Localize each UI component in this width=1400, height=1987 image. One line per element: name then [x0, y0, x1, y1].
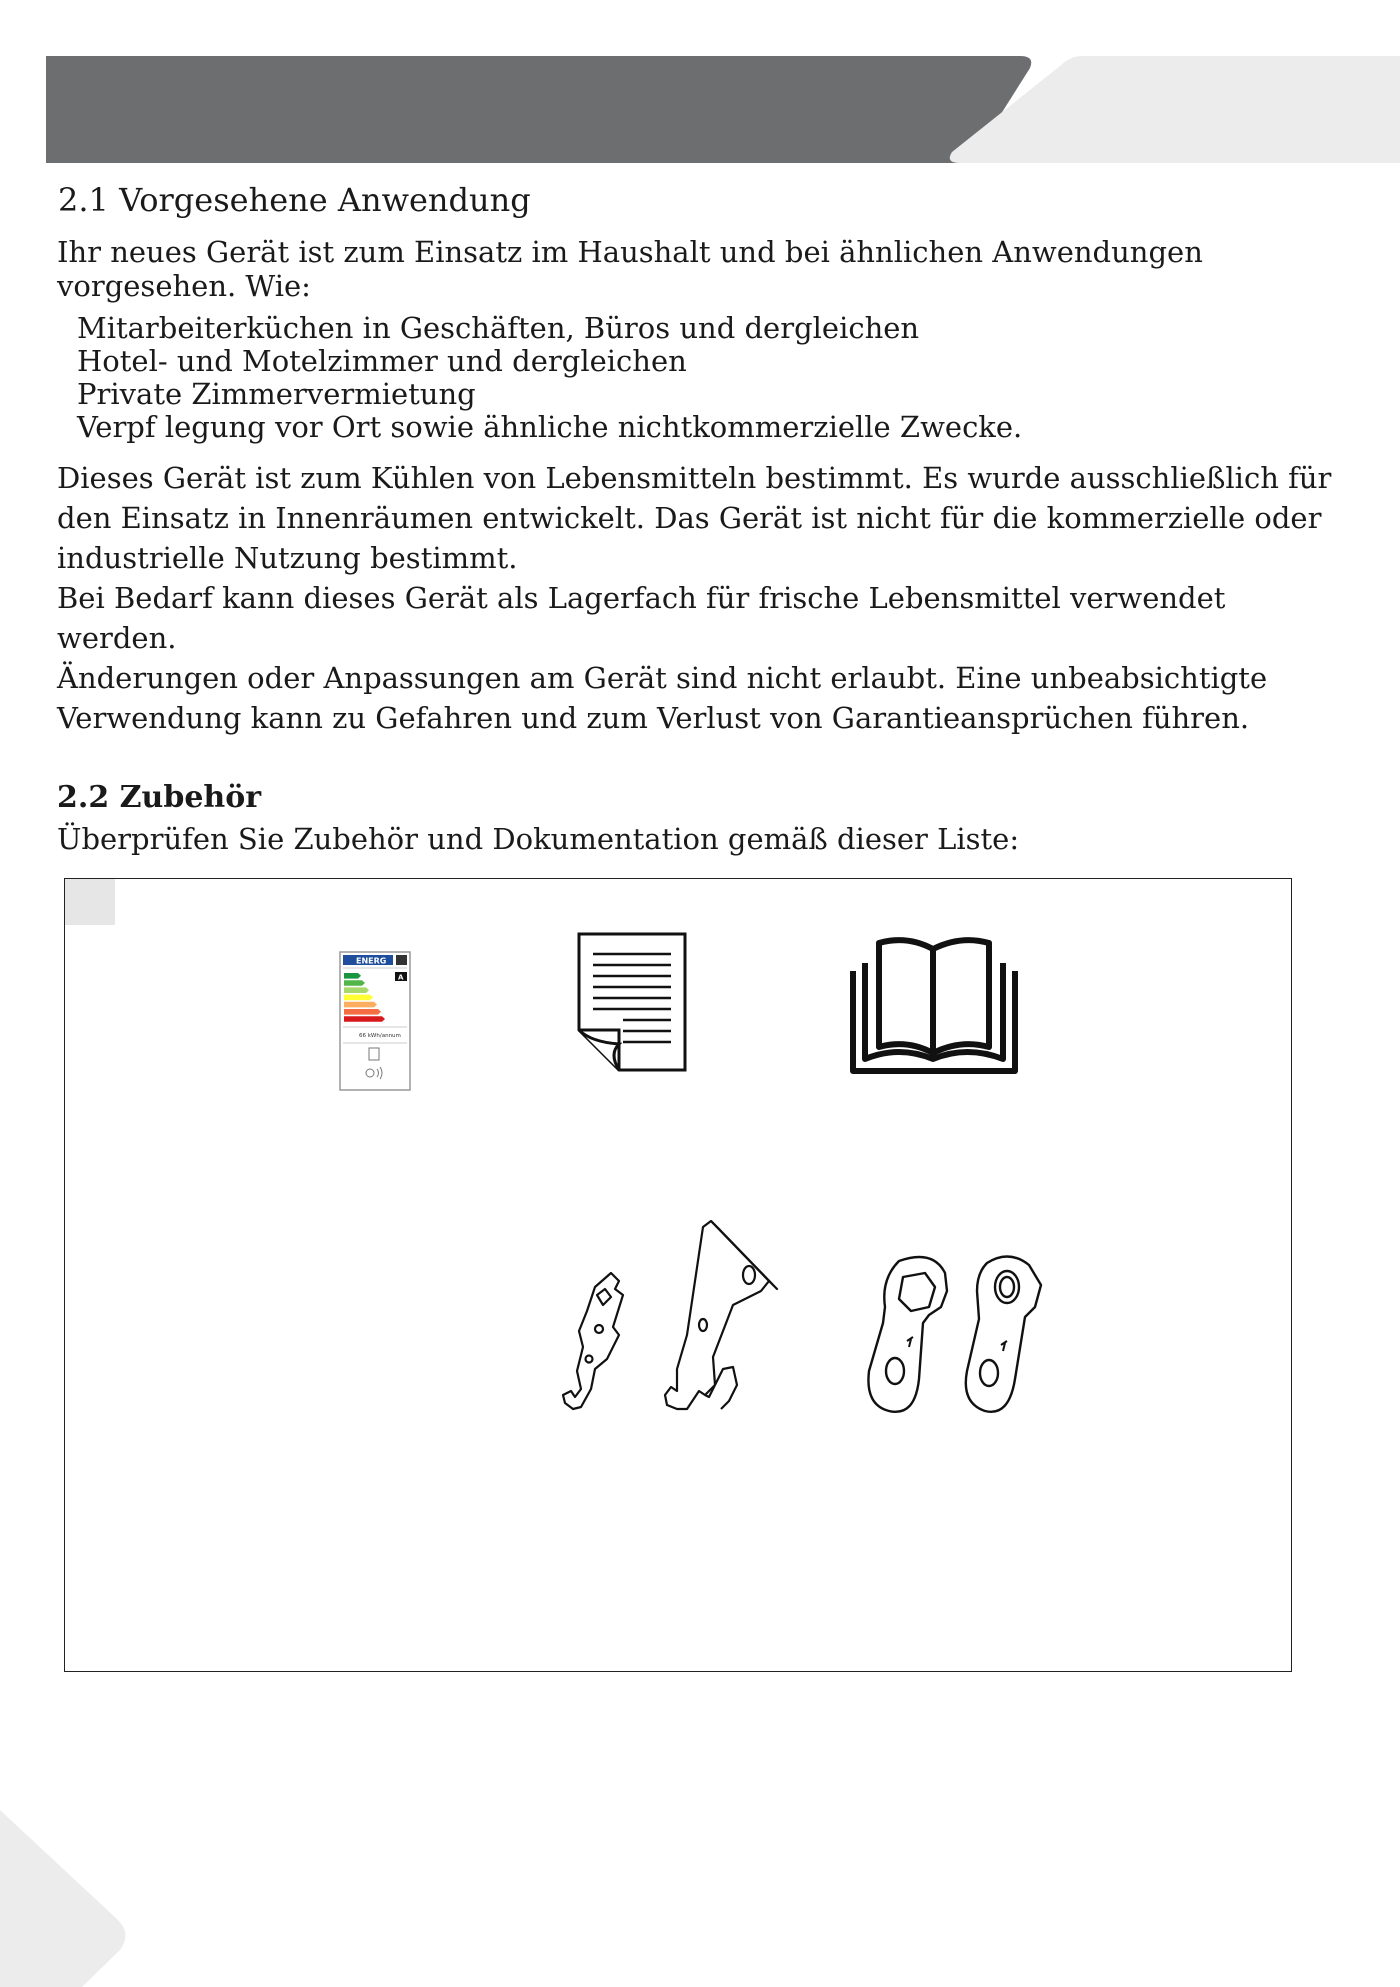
document-sheet-icon — [577, 932, 689, 1074]
body-line: industrielle Nutzung bestimmt. — [57, 541, 518, 575]
page-header-band — [0, 0, 1400, 170]
body-line: Dieses Gerät ist zum Kühlen von Lebensmitteln bestimmt. Es wurde ausschließlich für — [57, 461, 1332, 495]
accessories-box-tab — [65, 879, 115, 925]
list-item: Private Zimmervermietung — [77, 377, 476, 411]
list-item: Hotel- und Motelzimmer und dergleichen — [77, 344, 687, 378]
manual-book-icon — [849, 935, 1019, 1077]
list-item: Mitarbeiterküchen in Geschäften, Büros und dergleichen — [77, 311, 920, 345]
energy-class-bar — [344, 1016, 385, 1022]
body-line: Verwendung kann zu Gefahren und zum Verlust von Garantieansprüchen führen. — [57, 701, 1250, 735]
intro-line: Ihr neues Gerät ist zum Einsatz im Haushalt und bei ähnlichen Anwendungen — [57, 235, 1203, 269]
intro-paragraph — [57, 235, 1203, 303]
accessories-intro: Überprüfen Sie Zubehör und Dokumentation gemäß dieser Liste: — [57, 822, 1020, 856]
body-line: werden. — [57, 621, 177, 655]
intro-line: vorgesehen. Wie: — [57, 269, 311, 303]
list-item: Verpf legung vor Ort sowie ähnliche nichtkommerzielle Zwecke. — [77, 410, 1023, 444]
body-line: Änderungen oder Anpassungen am Gerät sind nicht erlaubt. Eine unbeabsichtigte — [57, 661, 1268, 695]
usage-list — [77, 312, 1022, 444]
svg-text:A: A — [398, 973, 404, 982]
energy-class-bar — [344, 980, 365, 986]
page-corner-decoration — [0, 1800, 140, 1987]
energy-class-bar — [344, 1002, 377, 1008]
energy-class-bar — [344, 973, 361, 979]
accessories-box — [64, 878, 1292, 1672]
door-hinge-brackets-icon — [553, 1219, 813, 1439]
section-heading-intended-use: 2.1 Vorgesehene Anwendung — [58, 181, 531, 219]
hinge-bushings-icon — [863, 1251, 1083, 1423]
usage-description-paragraph — [57, 458, 1331, 738]
section-heading-accessories: 2.2 Zubehör — [57, 780, 262, 815]
energy-class-bar — [344, 1009, 381, 1015]
svg-text:66 kWh/annum: 66 kWh/annum — [359, 1033, 401, 1039]
energy-label-icon — [339, 951, 411, 1091]
body-line: Bei Bedarf kann dieses Gerät als Lagerfach für frische Lebensmittel verwendet — [57, 581, 1226, 615]
body-line: den Einsatz in Innenräumen entwickelt. Das Gerät ist nicht für die kommerzielle oder — [57, 501, 1322, 535]
svg-text:ENERG: ENERG — [356, 956, 387, 966]
energy-class-bar — [344, 987, 369, 993]
energy-class-bar — [344, 995, 373, 1001]
